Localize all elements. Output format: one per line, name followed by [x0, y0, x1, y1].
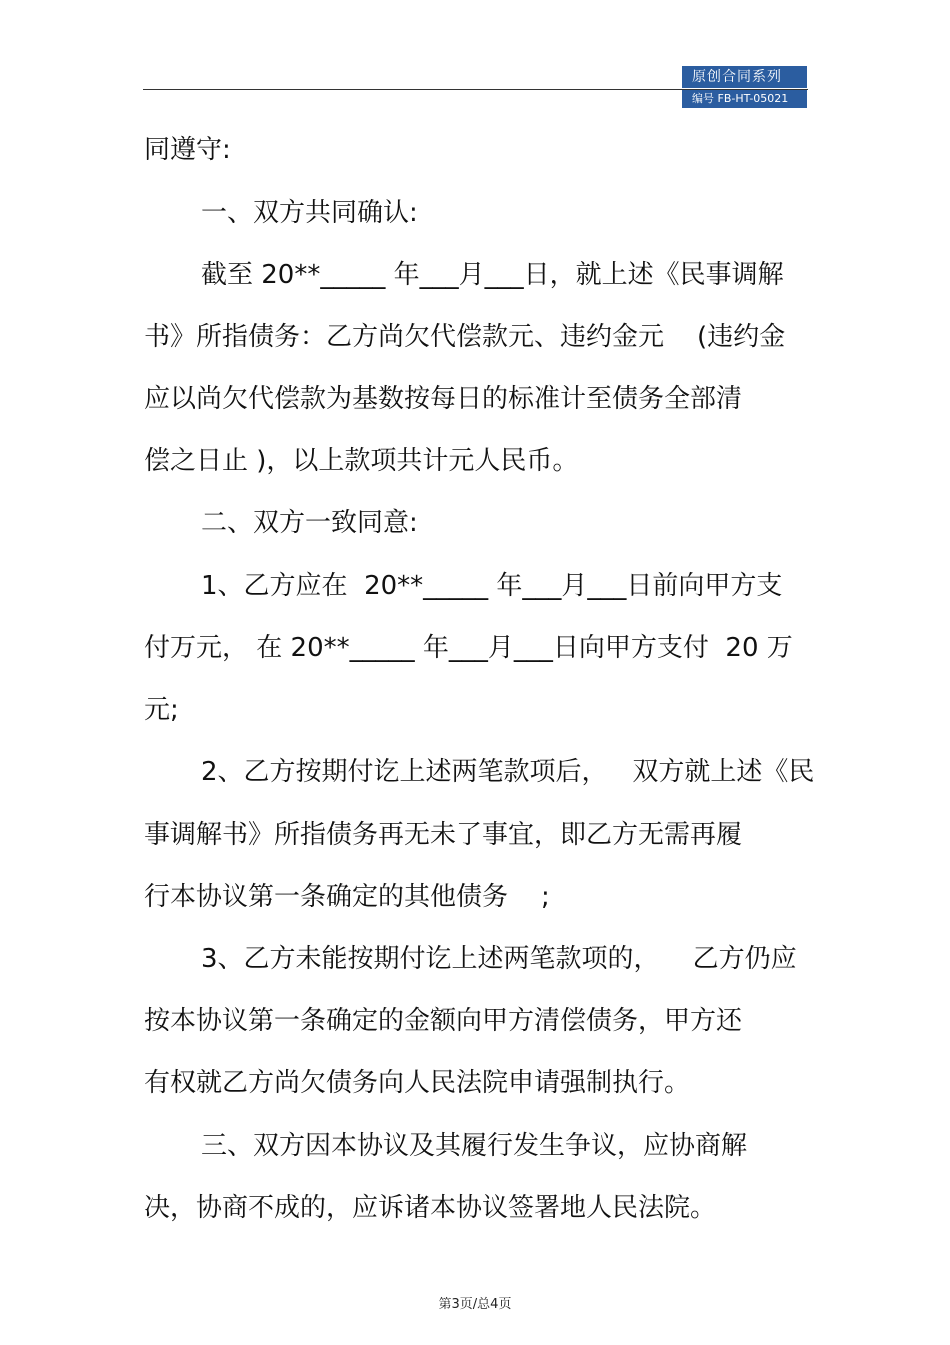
body-line: 事调解书》所指债务再无未了事宜，即乙方无需再履 — [144, 820, 743, 850]
body-line: 付万元， 在 20**_____ 年___月___日向甲方支付 20 万 — [144, 633, 793, 663]
body-line: 决，协商不成的，应诉诸本协议签署地人民法院。 — [144, 1193, 717, 1223]
body-line: 书》所指债务：乙方尚欠代偿款元、违约金元 (违约金 — [144, 322, 786, 352]
section-heading: 一、双方共同确认: — [201, 198, 418, 228]
series-label: 原创合同系列 — [682, 66, 807, 88]
body-line: 有权就乙方尚欠债务向人民法院申请强制执行。 — [144, 1068, 691, 1098]
body-line: 元; — [144, 695, 179, 725]
section-heading: 三、双方因本协议及其履行发生争议，应协商解 — [201, 1131, 748, 1161]
body-line: 按本协议第一条确定的金额向甲方清偿债务，甲方还 — [144, 1006, 743, 1036]
body-line: 3、乙方未能按期付讫上述两笔款项的， 乙方仍应 — [201, 944, 797, 974]
page-indicator: 第3页/总4页 — [438, 1297, 512, 1312]
body-line: 行本协议第一条确定的其他债务 ; — [144, 882, 550, 912]
body-line: 同遵守: — [144, 135, 231, 165]
body-line: 偿之日止 )，以上款项共计元人民币。 — [144, 446, 579, 476]
body-line: 1、乙方应在 20**_____ 年___月___日前向甲方支 — [201, 571, 783, 601]
body-line: 截至 20**_____ 年___月___日，就上述《民事调解 — [201, 260, 784, 290]
document-code: 编号 FB-HT-05021 — [682, 90, 807, 108]
body-line: 应以尚欠代偿款为基数按每日的标准计至债务全部清 — [144, 384, 743, 414]
body-line: 2、乙方按期付讫上述两笔款项后， 双方就上述《民 — [201, 757, 815, 787]
header-badge — [682, 66, 807, 108]
section-heading: 二、双方一致同意: — [201, 508, 418, 538]
